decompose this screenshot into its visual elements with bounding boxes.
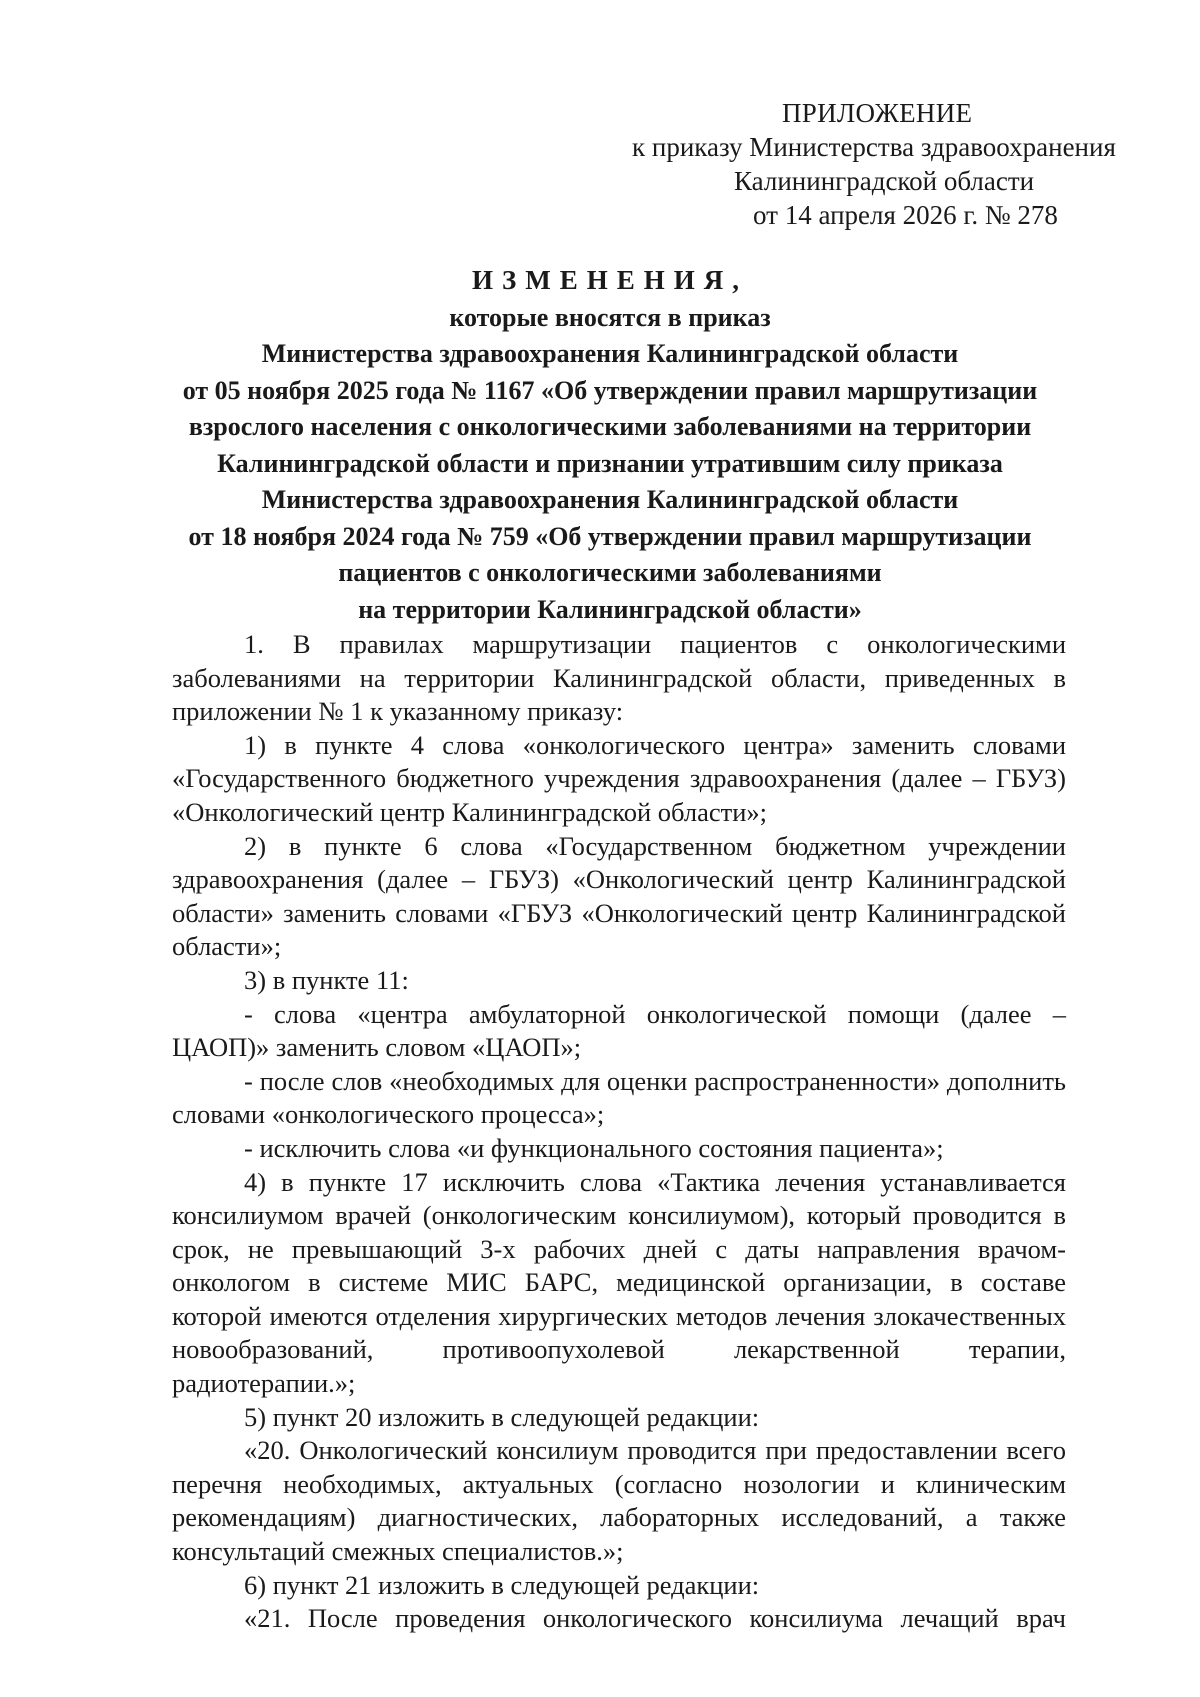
title-line: которые вносятся в приказ (449, 302, 771, 332)
title-line: взрослого населения с онкологическими заболеваниями на территории (188, 412, 1032, 441)
appendix-region: Калининградской области (734, 166, 1035, 196)
title-line: Министерства здравоохранения Калининградской области (261, 339, 959, 368)
appendix-label: ПРИЛОЖЕНИЕ (782, 98, 973, 128)
title-heading: ИЗМЕНЕНИЯ, (471, 265, 748, 295)
paragraph-item-5: 5) пункт 20 изложить в следующей редакции: (244, 1401, 760, 1432)
title-line: пациентов с онкологическими заболеваниями (338, 558, 882, 587)
paragraph-item-3-a: - слова «центра амбулаторной онкологической помощи (далее – ЦАОП)» заменить словом «ЦАОП»; (172, 998, 1066, 1063)
paragraph-item-6: 6) пункт 21 изложить в следующей редакции: (244, 1569, 760, 1600)
title-line: от 18 ноября 2024 года № 759 «Об утверждении правил маршрутизации (188, 521, 1032, 551)
paragraph-item-5-text: «20. Онкологический консилиум проводится при предоставлении всего перечня необходимых, актуальных (согласно нозологии и клиническим рекомендациям) диагностических, лабораторных исследований, а также консультаций смежных специалистов.»; (172, 1435, 1066, 1567)
paragraph-item-3-c: - исключить слова «и функционального состояния пациента»; (244, 1132, 944, 1163)
appendix-header (560, 96, 1160, 232)
paragraph-item-3: 3) в пункте 11: (244, 964, 409, 995)
paragraph-1: 1. В правилах маршрутизации пациентов с онкологическими заболеваниями на территории Калининградской области, приведенных в приложении № 1 к указанному приказу: (172, 629, 1066, 727)
title-line: от 05 ноября 2025 года № 1167 «Об утверждении правил маршрутизации (182, 375, 1038, 405)
paragraph-item-1: 1) в пункте 4 слова «онкологического центра» заменить словами «Государственного бюджетного учреждения здравоохранения (далее – ГБУЗ) «Онкологический центр Калининградской области»; (172, 729, 1066, 827)
document-body (172, 628, 1066, 1636)
paragraph-item-3-b: - после слов «необходимых для оценки распространенности» дополнить словами «онкологического процесса»; (172, 1065, 1066, 1130)
appendix-order-ref: к приказу Министерства здравоохранения (632, 132, 1116, 162)
paragraph-item-2: 2) в пункте 6 слова «Государственном бюджетном учреждении здравоохранения (далее – ГБУЗ) «Онкологический центр Калининградской области» заменить словами «ГБУЗ «Онкологический центр Калининградской области»; (172, 830, 1066, 962)
paragraph-item-4: 4) в пункте 17 исключить слова «Тактика лечения устанавливается консилиумом врачей (онкологическим консилиумом), который проводится в срок, не превышающий 3-х рабочих дней с даты направления врачом-онкологом в системе МИС БАРС, медицинской организации, в составе которой имеются отделения хирургических методов лечения злокачественных новообразований, противоопухолевой лекарственной терапии, радиотерапии.»; (172, 1166, 1066, 1399)
title-line: на территории Калининградской области» (358, 594, 862, 624)
document-title (150, 262, 1070, 628)
title-line: Министерства здравоохранения Калининградской области (261, 485, 959, 514)
appendix-date-number: от 14 апреля 2026 г. № 278 (753, 200, 1058, 230)
title-line: Калининградской области и признании утратившим силу приказа (217, 448, 1003, 478)
paragraph-item-6-text: «21. После проведения онкологического консилиума лечащий врач (244, 1603, 1066, 1634)
